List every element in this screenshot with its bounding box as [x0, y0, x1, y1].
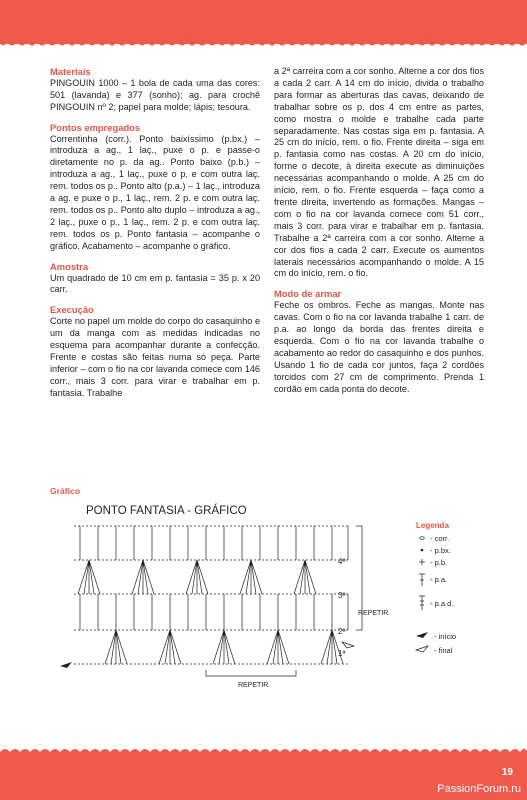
legend-start-arrow-icon: [416, 632, 428, 638]
execution-text: Corte no papel um molde do corpo do casaquinho e um da manga com as medidas indicadas no esquema para acompanhar durante a confecção. Frente e costas são feitas numa só peça. Parte inferior – com o fio na cor lavanda comece com 146 corr., mais 3 corr. para virar e trabalhar em p. fantasia. Trabalhe: [50, 316, 260, 398]
repeat-label-bottom: REPETIR: [238, 682, 269, 689]
row-label-3: 3ª: [338, 591, 346, 600]
legend-heading: Legenda: [416, 521, 449, 530]
legend: [416, 521, 456, 655]
assembly-text: Feche os ombros. Feche as mangas. Monte nas cavas. Com o fio na cor lavanda trabalhe 1 carr. de p.a. ao longo da borda das frentes direita e esquerda. Com o fio na cor lavanda trabalhe o acabamento ao redor do casaquinho e dos punhos. Usando 1 fio de cada cor juntos, faça 2 cordões torcidos com 27 cm de comprimento. Prenda 1 cordão em cada ponta do decote.: [274, 300, 484, 394]
crochet-stitch-diagram: [58, 498, 498, 694]
row-label-4: 4ª: [338, 557, 346, 566]
legend-item-start: - início: [434, 632, 457, 641]
row-label-1: 1ª: [338, 649, 346, 658]
chart-section-label: Gráfico: [50, 486, 81, 496]
legend-item-double-crochet: - p.a.: [430, 575, 448, 584]
left-text-column: [50, 66, 260, 408]
chain-icon: [420, 537, 424, 540]
legend-item-single-crochet: - p.b.: [430, 558, 448, 567]
legend-item-end: - final: [434, 646, 453, 655]
scalloped-edge-top: [0, 40, 527, 50]
diagram-title: PONTO FANTASIA - GRÁFICO: [86, 505, 247, 517]
treble-crochet-icon: [419, 596, 425, 610]
right-text-column: [274, 66, 484, 403]
legend-end-arrow-icon: [416, 646, 428, 652]
row-label-2: 2ª: [338, 627, 346, 636]
execution-heading: Execução: [50, 304, 94, 316]
start-arrow-icon: [60, 662, 72, 668]
repeat-label-right: REPETIR: [358, 610, 389, 617]
end-arrow-icon: [342, 642, 354, 648]
materials-heading: Materiais: [50, 66, 91, 77]
single-crochet-icon: [419, 559, 425, 565]
materials-text: PINGOUIN 1000 – 1 bola de cada uma das cores: 501 (lavanda) e 377 (sonho); ag. para crochê PINGOUIN nº 2; papel para molde; lápis; tesoura.: [50, 77, 260, 112]
sample-text: Um quadrado de 10 cm em p. fantasia = 35 p. x 20 carr.: [50, 272, 260, 295]
stitch-rows: [74, 526, 362, 676]
sample-heading: Amostra: [50, 260, 89, 272]
stitches-text: Correntinha (corr.). Ponto baixíssimo (p.bx.) – introduza a ag., 1 laç., puxe o p. e passe-o diretamente no p. da ag.. Ponto baixo (p.b.) – introduza a ag., 1 laç., puxe o p. e com outra laç. rem. todos os p.. Ponto alto (p.a.) – 1 laç., introduza a ag. e puxe o p., 1 laç., rem. 2 p. e com outra laç. rem. todos os p.. Ponto alto duplo – introduza a ag., 2 laç., puxe o p., 1 laç., rem. 2 p. e com outra laç. rem. todos os p. Ponto fantasia – acompanhe o gráfico. Acabamento – acompanhe o gráfico.: [50, 133, 260, 251]
scalloped-edge-bottom: [0, 746, 527, 754]
double-crochet-icon: [419, 574, 425, 586]
legend-item-slip-stitch: - p.bx.: [430, 546, 451, 555]
legend-item-treble-crochet: - p.a.d.: [430, 599, 454, 608]
top-decorative-band: [0, 0, 527, 44]
execution-continuation-text: a 2ª carreira com a cor sonho. Alterne a cor dos fios a cada 2 carr. A 14 cm do início, divida o trabalho para formar as aberturas das cavas, deixando de trabalhar sobre os p. dos 4 cm entre as partes, como mostra o molde e trabalhe cada parte separadamente. Nas costas siga em p. fantasia. A 25 cm do início, rem. o fio. Frente direita – siga em p. fantasia como nas costas. A 20 cm do início, forme o decote, à direita execute as diminuições necessárias acompanhando o molde. A 25 cm do início, rem. o fio. Frente esquerda – faça como a frente direita, invertendo as formações. Mangas – com o fio na cor lavanda comece com 51 corr., mais 3 corr. para virar e trabalhar em p. fantasia. Trabalhe a 2ª carreira com a cor sonho. Alterne a cor dos fios a cada 2 carr. Execute os aumentos laterais necessários acompanhando o molde. A 15 cm do início, rem. o fio.: [274, 66, 484, 279]
stitches-heading: Pontos empregados: [50, 121, 141, 133]
slip-stitch-icon: [421, 549, 424, 552]
assembly-heading: Modo de armar: [274, 288, 342, 300]
site-watermark: PassionForum.ru: [437, 783, 521, 795]
page-number: 19: [501, 767, 513, 778]
legend-item-chain: - corr.: [430, 534, 450, 543]
